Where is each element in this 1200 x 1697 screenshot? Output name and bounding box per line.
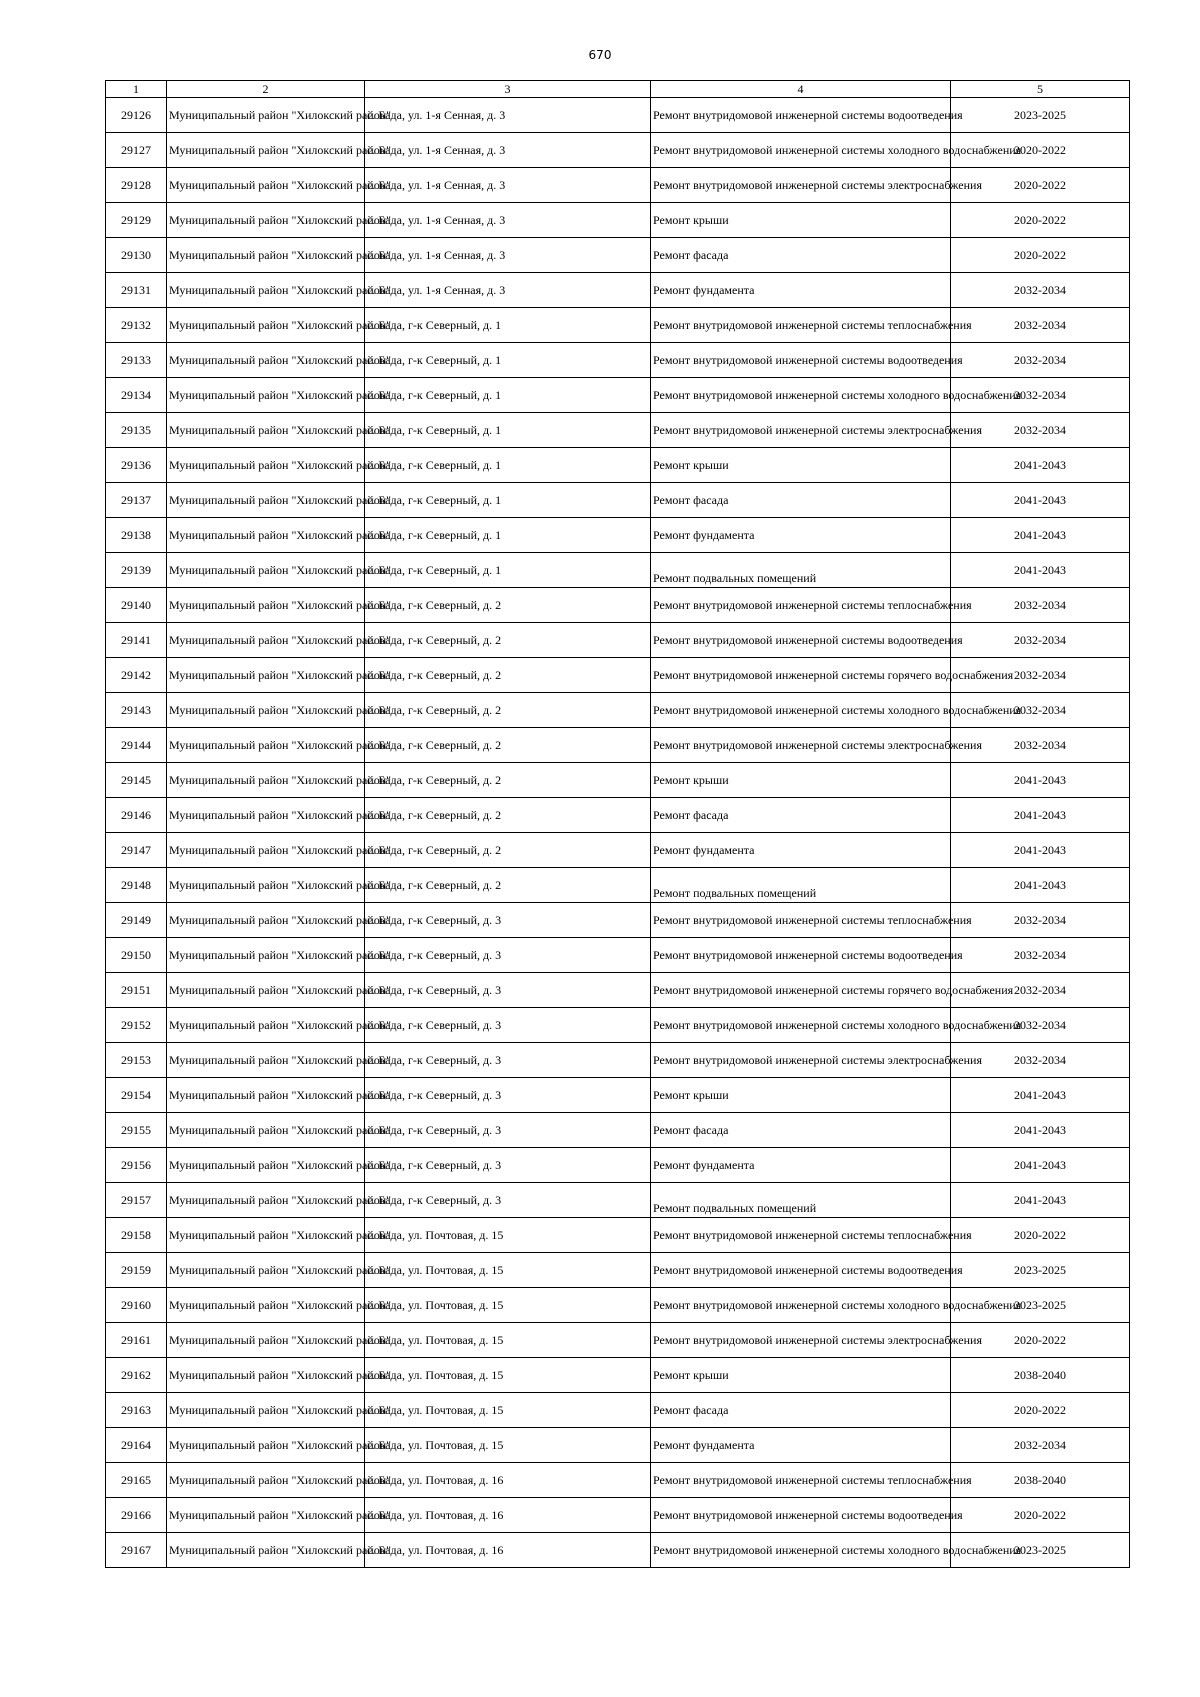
row-number-cell: 29142	[106, 658, 167, 693]
address-cell: с. Бада, г-к Северный, д. 1	[365, 343, 651, 378]
municipality-cell: Муниципальный район "Хилокский район"	[167, 1218, 365, 1253]
table-row	[106, 658, 1130, 693]
address-cell: с. Бада, г-к Северный, д. 2	[365, 763, 651, 798]
municipality-cell: Муниципальный район "Хилокский район"	[167, 1008, 365, 1043]
address-cell: с. Бада, г-к Северный, д. 3	[365, 1078, 651, 1113]
address-cell: с. Бада, ул. Почтовая, д. 15	[365, 1358, 651, 1393]
address-cell: с. Бада, ул. Почтовая, д. 15	[365, 1323, 651, 1358]
period-cell: 2023-2025	[951, 98, 1130, 133]
row-number-cell: 29147	[106, 833, 167, 868]
period-cell: 2032-2034	[951, 378, 1130, 413]
period-cell: 2020-2022	[951, 133, 1130, 168]
table-row	[106, 168, 1130, 203]
municipality-cell: Муниципальный район "Хилокский район"	[167, 833, 365, 868]
row-number-cell: 29138	[106, 518, 167, 553]
address-cell: с. Бада, ул. 1-я Сенная, д. 3	[365, 168, 651, 203]
row-number-cell: 29152	[106, 1008, 167, 1043]
work-type-cell: Ремонт подвальных помещений	[651, 868, 951, 903]
period-cell: 2041-2043	[951, 1078, 1130, 1113]
address-cell: с. Бада, г-к Северный, д. 3	[365, 1113, 651, 1148]
row-number-cell: 29150	[106, 938, 167, 973]
period-cell: 2023-2025	[951, 1533, 1130, 1568]
municipality-cell: Муниципальный район "Хилокский район"	[167, 448, 365, 483]
table-row	[106, 308, 1130, 343]
row-number-cell: 29135	[106, 413, 167, 448]
address-cell: с. Бада, ул. 1-я Сенная, д. 3	[365, 133, 651, 168]
work-type-cell: Ремонт внутридомовой инженерной системы теплоснабжения	[651, 1463, 951, 1498]
municipality-cell: Муниципальный район "Хилокский район"	[167, 1323, 365, 1358]
period-cell: 2032-2034	[951, 273, 1130, 308]
table-row	[106, 1113, 1130, 1148]
period-cell: 2041-2043	[951, 1113, 1130, 1148]
row-number-cell: 29126	[106, 98, 167, 133]
municipality-cell: Муниципальный район "Хилокский район"	[167, 308, 365, 343]
municipality-cell: Муниципальный район "Хилокский район"	[167, 1498, 365, 1533]
address-cell: с. Бада, г-к Северный, д. 3	[365, 1148, 651, 1183]
header-row	[106, 81, 1130, 98]
municipality-cell: Муниципальный район "Хилокский район"	[167, 1078, 365, 1113]
table-row	[106, 1498, 1130, 1533]
address-cell: с. Бада, г-к Северный, д. 3	[365, 903, 651, 938]
address-cell: с. Бада, ул. 1-я Сенная, д. 3	[365, 203, 651, 238]
period-cell: 2041-2043	[951, 833, 1130, 868]
table-row	[106, 833, 1130, 868]
period-cell: 2032-2034	[951, 938, 1130, 973]
table-row	[106, 413, 1130, 448]
table-row	[106, 693, 1130, 728]
registry-table	[105, 80, 1130, 1568]
period-cell: 2041-2043	[951, 518, 1130, 553]
work-type-cell: Ремонт крыши	[651, 203, 951, 238]
municipality-cell: Муниципальный район "Хилокский район"	[167, 903, 365, 938]
table-row	[106, 133, 1130, 168]
table-row	[106, 1218, 1130, 1253]
work-type-cell: Ремонт фундамента	[651, 518, 951, 553]
column-header-1: 1	[106, 81, 167, 98]
work-type-cell: Ремонт фасада	[651, 1393, 951, 1428]
work-type-cell: Ремонт внутридомовой инженерной системы водоотведения	[651, 1253, 951, 1288]
row-number-cell: 29137	[106, 483, 167, 518]
address-cell: с. Бада, г-к Северный, д. 2	[365, 728, 651, 763]
row-number-cell: 29130	[106, 238, 167, 273]
table-row	[106, 98, 1130, 133]
work-type-cell: Ремонт фундамента	[651, 1428, 951, 1463]
address-cell: с. Бада, ул. Почтовая, д. 15	[365, 1288, 651, 1323]
row-number-cell: 29129	[106, 203, 167, 238]
address-cell: с. Бада, г-к Северный, д. 1	[365, 448, 651, 483]
work-type-cell: Ремонт крыши	[651, 448, 951, 483]
page-number: 670	[588, 48, 612, 62]
row-number-cell: 29159	[106, 1253, 167, 1288]
table-body	[106, 98, 1130, 1568]
row-number-cell: 29127	[106, 133, 167, 168]
period-cell: 2023-2025	[951, 1253, 1130, 1288]
row-number-cell: 29162	[106, 1358, 167, 1393]
table-row	[106, 1428, 1130, 1463]
municipality-cell: Муниципальный район "Хилокский район"	[167, 1148, 365, 1183]
work-type-cell: Ремонт внутридомовой инженерной системы холодного водоснабжения	[651, 378, 951, 413]
work-type-cell: Ремонт внутридомовой инженерной системы холодного водоснабжения	[651, 693, 951, 728]
address-cell: с. Бада, г-к Северный, д. 1	[365, 483, 651, 518]
address-cell: с. Бада, г-к Северный, д. 1	[365, 553, 651, 588]
municipality-cell: Муниципальный район "Хилокский район"	[167, 1043, 365, 1078]
address-cell: с. Бада, ул. Почтовая, д. 16	[365, 1463, 651, 1498]
municipality-cell: Муниципальный район "Хилокский район"	[167, 273, 365, 308]
period-cell: 2032-2034	[951, 658, 1130, 693]
table-row	[106, 1043, 1130, 1078]
table-row	[106, 1393, 1130, 1428]
period-cell: 2032-2034	[951, 343, 1130, 378]
work-type-cell: Ремонт внутридомовой инженерной системы электроснабжения	[651, 413, 951, 448]
address-cell: с. Бада, ул. Почтовая, д. 16	[365, 1498, 651, 1533]
municipality-cell: Муниципальный район "Хилокский район"	[167, 1533, 365, 1568]
municipality-cell: Муниципальный район "Хилокский район"	[167, 588, 365, 623]
work-type-cell: Ремонт внутридомовой инженерной системы электроснабжения	[651, 168, 951, 203]
table-row	[106, 518, 1130, 553]
work-type-cell: Ремонт фасада	[651, 483, 951, 518]
municipality-cell: Муниципальный район "Хилокский район"	[167, 238, 365, 273]
work-type-cell: Ремонт внутридомовой инженерной системы электроснабжения	[651, 1323, 951, 1358]
table-row	[106, 1323, 1130, 1358]
work-type-cell: Ремонт внутридомовой инженерной системы холодного водоснабжения	[651, 133, 951, 168]
table-row	[106, 1183, 1130, 1218]
table-row	[106, 238, 1130, 273]
period-cell: 2020-2022	[951, 1323, 1130, 1358]
work-type-cell: Ремонт крыши	[651, 1078, 951, 1113]
address-cell: с. Бада, г-к Северный, д. 3	[365, 1183, 651, 1218]
work-type-cell: Ремонт внутридомовой инженерной системы водоотведения	[651, 343, 951, 378]
address-cell: с. Бада, ул. 1-я Сенная, д. 3	[365, 238, 651, 273]
municipality-cell: Муниципальный район "Хилокский район"	[167, 203, 365, 238]
period-cell: 2041-2043	[951, 1183, 1130, 1218]
work-type-cell: Ремонт внутридомовой инженерной системы теплоснабжения	[651, 308, 951, 343]
period-cell: 2032-2034	[951, 903, 1130, 938]
work-type-cell: Ремонт внутридомовой инженерной системы холодного водоснабжения	[651, 1008, 951, 1043]
period-cell: 2032-2034	[951, 1008, 1130, 1043]
period-cell: 2041-2043	[951, 798, 1130, 833]
municipality-cell: Муниципальный район "Хилокский район"	[167, 133, 365, 168]
period-cell: 2020-2022	[951, 168, 1130, 203]
table-row	[106, 1533, 1130, 1568]
row-number-cell: 29164	[106, 1428, 167, 1463]
municipality-cell: Муниципальный район "Хилокский район"	[167, 343, 365, 378]
row-number-cell: 29153	[106, 1043, 167, 1078]
address-cell: с. Бада, ул. Почтовая, д. 15	[365, 1393, 651, 1428]
municipality-cell: Муниципальный район "Хилокский район"	[167, 728, 365, 763]
row-number-cell: 29158	[106, 1218, 167, 1253]
municipality-cell: Муниципальный район "Хилокский район"	[167, 553, 365, 588]
work-type-cell: Ремонт фундамента	[651, 1148, 951, 1183]
work-type-cell: Ремонт внутридомовой инженерной системы водоотведения	[651, 98, 951, 133]
address-cell: с. Бада, г-к Северный, д. 2	[365, 833, 651, 868]
table-row	[106, 1078, 1130, 1113]
period-cell: 2038-2040	[951, 1358, 1130, 1393]
work-type-cell: Ремонт фундамента	[651, 833, 951, 868]
table-row	[106, 588, 1130, 623]
municipality-cell: Муниципальный район "Хилокский район"	[167, 763, 365, 798]
column-header-3: 3	[365, 81, 651, 98]
address-cell: с. Бада, г-к Северный, д. 3	[365, 1008, 651, 1043]
address-cell: с. Бада, ул. Почтовая, д. 16	[365, 1533, 651, 1568]
work-type-cell: Ремонт внутридомовой инженерной системы электроснабжения	[651, 1043, 951, 1078]
row-number-cell: 29156	[106, 1148, 167, 1183]
row-number-cell: 29160	[106, 1288, 167, 1323]
address-cell: с. Бада, г-к Северный, д. 1	[365, 518, 651, 553]
table-row	[106, 1358, 1130, 1393]
table-row	[106, 1148, 1130, 1183]
table-row	[106, 378, 1130, 413]
row-number-cell: 29133	[106, 343, 167, 378]
municipality-cell: Муниципальный район "Хилокский район"	[167, 868, 365, 903]
row-number-cell: 29149	[106, 903, 167, 938]
period-cell: 2041-2043	[951, 1148, 1130, 1183]
work-type-cell: Ремонт внутридомовой инженерной системы водоотведения	[651, 1498, 951, 1533]
row-number-cell: 29157	[106, 1183, 167, 1218]
work-type-cell: Ремонт подвальных помещений	[651, 553, 951, 588]
table-row	[106, 448, 1130, 483]
work-type-cell: Ремонт внутридомовой инженерной системы холодного водоснабжения	[651, 1533, 951, 1568]
address-cell: с. Бада, ул. 1-я Сенная, д. 3	[365, 273, 651, 308]
row-number-cell: 29132	[106, 308, 167, 343]
address-cell: с. Бада, г-к Северный, д. 1	[365, 413, 651, 448]
municipality-cell: Муниципальный район "Хилокский район"	[167, 1358, 365, 1393]
work-type-cell: Ремонт подвальных помещений	[651, 1183, 951, 1218]
work-type-cell: Ремонт крыши	[651, 1358, 951, 1393]
period-cell: 2032-2034	[951, 588, 1130, 623]
period-cell: 2032-2034	[951, 1043, 1130, 1078]
table-row	[106, 273, 1130, 308]
column-header-2: 2	[167, 81, 365, 98]
municipality-cell: Муниципальный район "Хилокский район"	[167, 973, 365, 1008]
period-cell: 2038-2040	[951, 1463, 1130, 1498]
municipality-cell: Муниципальный район "Хилокский район"	[167, 1183, 365, 1218]
work-type-cell: Ремонт внутридомовой инженерной системы водоотведения	[651, 623, 951, 658]
work-type-cell: Ремонт фасада	[651, 238, 951, 273]
row-number-cell: 29128	[106, 168, 167, 203]
table-row	[106, 483, 1130, 518]
table-row	[106, 938, 1130, 973]
period-cell: 2020-2022	[951, 1498, 1130, 1533]
period-cell: 2020-2022	[951, 1393, 1130, 1428]
address-cell: с. Бада, г-к Северный, д. 3	[365, 1043, 651, 1078]
address-cell: с. Бада, г-к Северный, д. 2	[365, 798, 651, 833]
period-cell: 2032-2034	[951, 693, 1130, 728]
table-row	[106, 1008, 1130, 1043]
address-cell: с. Бада, г-к Северный, д. 3	[365, 973, 651, 1008]
table-row	[106, 1253, 1130, 1288]
work-type-cell: Ремонт внутридомовой инженерной системы водоотведения	[651, 938, 951, 973]
municipality-cell: Муниципальный район "Хилокский район"	[167, 1463, 365, 1498]
row-number-cell: 29140	[106, 588, 167, 623]
municipality-cell: Муниципальный район "Хилокский район"	[167, 98, 365, 133]
row-number-cell: 29146	[106, 798, 167, 833]
municipality-cell: Муниципальный район "Хилокский район"	[167, 1253, 365, 1288]
address-cell: с. Бада, г-к Северный, д. 1	[365, 378, 651, 413]
row-number-cell: 29131	[106, 273, 167, 308]
row-number-cell: 29151	[106, 973, 167, 1008]
address-cell: с. Бада, г-к Северный, д. 1	[365, 308, 651, 343]
table-row	[106, 1463, 1130, 1498]
row-number-cell: 29136	[106, 448, 167, 483]
address-cell: с. Бада, г-к Северный, д. 2	[365, 693, 651, 728]
work-type-cell: Ремонт внутридомовой инженерной системы теплоснабжения	[651, 588, 951, 623]
row-number-cell: 29141	[106, 623, 167, 658]
municipality-cell: Муниципальный район "Хилокский район"	[167, 1113, 365, 1148]
work-type-cell: Ремонт внутридомовой инженерной системы электроснабжения	[651, 728, 951, 763]
row-number-cell: 29161	[106, 1323, 167, 1358]
row-number-cell: 29139	[106, 553, 167, 588]
period-cell: 2041-2043	[951, 483, 1130, 518]
address-cell: с. Бада, г-к Северный, д. 2	[365, 588, 651, 623]
municipality-cell: Муниципальный район "Хилокский район"	[167, 168, 365, 203]
period-cell: 2032-2034	[951, 308, 1130, 343]
work-type-cell: Ремонт внутридомовой инженерной системы горячего водоснабжения	[651, 658, 951, 693]
period-cell: 2032-2034	[951, 1428, 1130, 1463]
period-cell: 2032-2034	[951, 728, 1130, 763]
address-cell: с. Бада, г-к Северный, д. 3	[365, 938, 651, 973]
row-number-cell: 29144	[106, 728, 167, 763]
row-number-cell: 29134	[106, 378, 167, 413]
row-number-cell: 29154	[106, 1078, 167, 1113]
municipality-cell: Муниципальный район "Хилокский район"	[167, 1393, 365, 1428]
period-cell: 2041-2043	[951, 868, 1130, 903]
column-header-5: 5	[951, 81, 1130, 98]
work-type-cell: Ремонт крыши	[651, 763, 951, 798]
row-number-cell: 29145	[106, 763, 167, 798]
table-row	[106, 623, 1130, 658]
row-number-cell: 29148	[106, 868, 167, 903]
address-cell: с. Бада, ул. Почтовая, д. 15	[365, 1428, 651, 1463]
municipality-cell: Муниципальный район "Хилокский район"	[167, 518, 365, 553]
table-row	[106, 553, 1130, 588]
table-row	[106, 1288, 1130, 1323]
work-type-cell: Ремонт внутридомовой инженерной системы горячего водоснабжения	[651, 973, 951, 1008]
address-cell: с. Бада, г-к Северный, д. 2	[365, 623, 651, 658]
row-number-cell: 29166	[106, 1498, 167, 1533]
address-cell: с. Бада, ул. 1-я Сенная, д. 3	[365, 98, 651, 133]
table-row	[106, 868, 1130, 903]
table-row	[106, 798, 1130, 833]
municipality-cell: Муниципальный район "Хилокский район"	[167, 693, 365, 728]
table-row	[106, 728, 1130, 763]
table-row	[106, 343, 1130, 378]
row-number-cell: 29155	[106, 1113, 167, 1148]
municipality-cell: Муниципальный район "Хилокский район"	[167, 623, 365, 658]
table-row	[106, 973, 1130, 1008]
address-cell: с. Бада, г-к Северный, д. 2	[365, 658, 651, 693]
municipality-cell: Муниципальный район "Хилокский район"	[167, 938, 365, 973]
work-type-cell: Ремонт внутридомовой инженерной системы холодного водоснабжения	[651, 1288, 951, 1323]
work-type-cell: Ремонт фундамента	[651, 273, 951, 308]
municipality-cell: Муниципальный район "Хилокский район"	[167, 483, 365, 518]
table-row	[106, 203, 1130, 238]
municipality-cell: Муниципальный район "Хилокский район"	[167, 798, 365, 833]
address-cell: с. Бада, ул. Почтовая, д. 15	[365, 1218, 651, 1253]
period-cell: 2041-2043	[951, 448, 1130, 483]
period-cell: 2020-2022	[951, 1218, 1130, 1253]
period-cell: 2020-2022	[951, 203, 1130, 238]
period-cell: 2020-2022	[951, 238, 1130, 273]
table-row	[106, 763, 1130, 798]
table-row	[106, 903, 1130, 938]
municipality-cell: Муниципальный район "Хилокский район"	[167, 1428, 365, 1463]
period-cell: 2041-2043	[951, 553, 1130, 588]
period-cell: 2023-2025	[951, 1288, 1130, 1323]
row-number-cell: 29163	[106, 1393, 167, 1428]
work-type-cell: Ремонт фасада	[651, 798, 951, 833]
column-header-4: 4	[651, 81, 951, 98]
period-cell: 2032-2034	[951, 413, 1130, 448]
row-number-cell: 29165	[106, 1463, 167, 1498]
address-cell: с. Бада, г-к Северный, д. 2	[365, 868, 651, 903]
municipality-cell: Муниципальный район "Хилокский район"	[167, 658, 365, 693]
work-type-cell: Ремонт внутридомовой инженерной системы теплоснабжения	[651, 903, 951, 938]
row-number-cell: 29143	[106, 693, 167, 728]
period-cell: 2041-2043	[951, 763, 1130, 798]
municipality-cell: Муниципальный район "Хилокский район"	[167, 413, 365, 448]
work-type-cell: Ремонт внутридомовой инженерной системы теплоснабжения	[651, 1218, 951, 1253]
row-number-cell: 29167	[106, 1533, 167, 1568]
table-header	[106, 81, 1130, 98]
address-cell: с. Бада, ул. Почтовая, д. 15	[365, 1253, 651, 1288]
work-type-cell: Ремонт фасада	[651, 1113, 951, 1148]
period-cell: 2032-2034	[951, 973, 1130, 1008]
period-cell: 2032-2034	[951, 623, 1130, 658]
municipality-cell: Муниципальный район "Хилокский район"	[167, 378, 365, 413]
municipality-cell: Муниципальный район "Хилокский район"	[167, 1288, 365, 1323]
